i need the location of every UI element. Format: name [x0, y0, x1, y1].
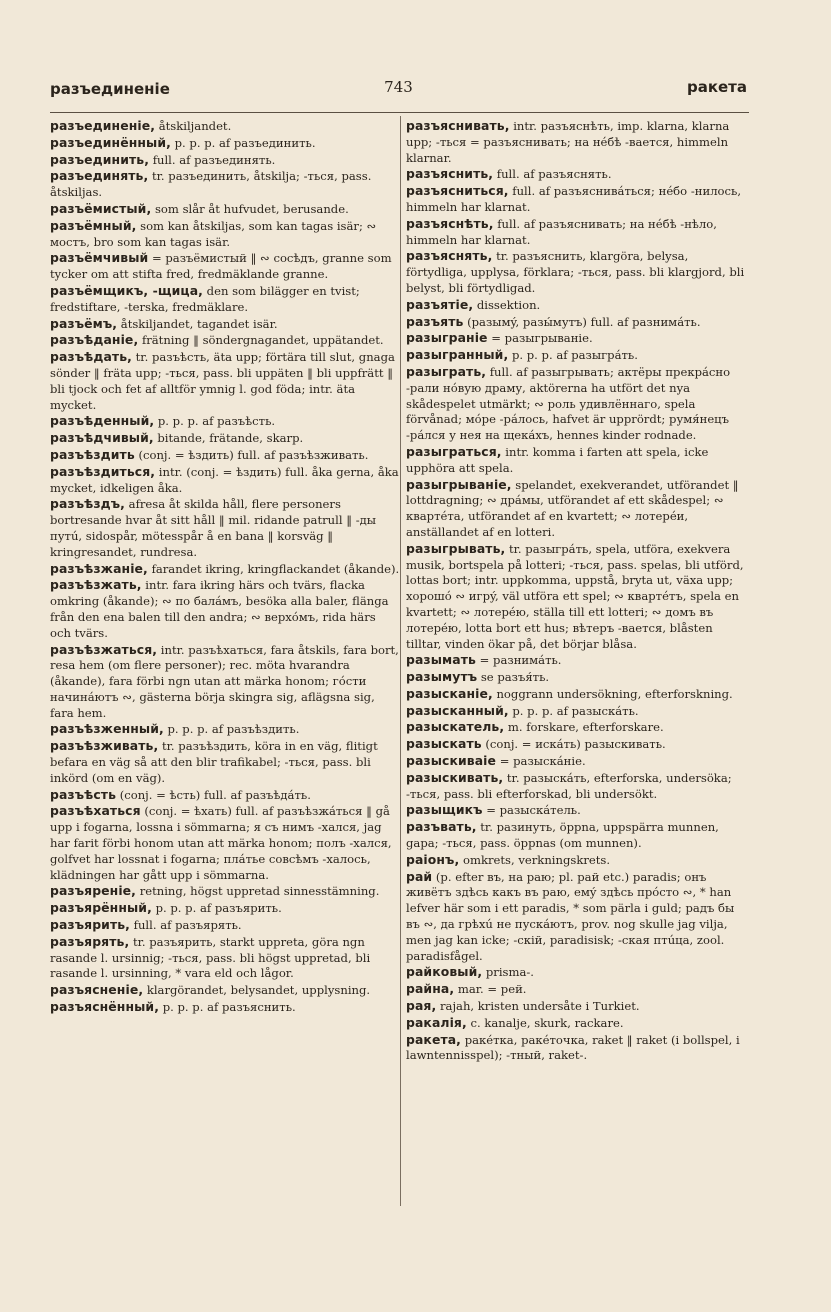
entry-definition: klargörandet, belysandet, upplysning. — [146, 983, 371, 998]
dictionary-entry — [50, 561, 400, 578]
entry-headword: разъять — [406, 313, 464, 329]
dictionary-entry — [50, 283, 400, 316]
dictionary-entry — [50, 250, 400, 283]
entry-definition: (p. efter въ, на раю; pl. рай etc.) paradis; онъ живётъ здѣсь какъ въ раю, емý здѣсь прóсто ∾, * han lefver här som i ett paradis, * som pärla i guld; радъ бы въ ∾, да грѣхú не пускáютъ, prov. nog skulle jag vilja, men jag kan icke; -скій, paradisisk; -ская птúца, zool. paradisfågel. — [406, 869, 735, 963]
dictionary-entry — [50, 934, 400, 982]
dictionary-entry — [406, 736, 750, 753]
dictionary-entry — [406, 964, 750, 981]
entry-definition: mar. = рей. — [457, 982, 527, 997]
dictionary-entry — [50, 642, 400, 722]
entry-definition: dissektion. — [476, 297, 541, 312]
entry-definition: som kan åtskiljas, som kan tagas isär; ∾ мостъ, bro som kan tagas isär. — [50, 218, 377, 249]
entry-headword: рай — [406, 868, 433, 884]
entry-definition: den som bilägger en tvist; fredstiftare, -terska, fredmäklare. — [50, 283, 360, 314]
entry-definition: tr. разъѣздить, köra in en väg, flitigt befara en väg så att den blir trafikabel; -ться, pass. bli inkörd (om en väg). — [50, 739, 378, 785]
entry-definition: farandet ikring, kringflackandet (åkande). — [151, 561, 400, 576]
entry-headword: разъяснять, — [406, 248, 493, 264]
dictionary-entry — [406, 347, 750, 364]
dictionary-entry — [406, 669, 750, 686]
entry-definition: = разыскáніе. — [499, 754, 586, 769]
entry-headword: ракалія, — [406, 1014, 467, 1030]
entry-definition: tr. разъяснить, klargöra, belysa, förtydliga, upplysa, förklara; -ться, pass. bli klargjord, bli belyst, bli förtydligad. — [406, 249, 745, 295]
entry-headword: райковый, — [406, 964, 483, 980]
header-rule — [50, 112, 749, 113]
dictionary-entry — [406, 719, 750, 736]
entry-headword: разъѣздить — [50, 446, 135, 462]
entry-definition: (conj. = ѣхать) full. af разъѣзжáться ‖ gå upp i fogarna, lossna i sömmarna; я съ нимъ -хался, jag har farit förbi honom utan att märka honom; полъ -хался, golfvet har lossnat i fogarna; плáтье совсѣмъ -халось, klädningen har gått upp i sömmarna. — [50, 804, 392, 882]
entry-definition: som slår åt hufvudet, berusande. — [154, 201, 349, 216]
entry-definition: omkrets, verkningskrets. — [462, 852, 611, 867]
entry-definition: åtskiljandet, tagandet isär. — [120, 316, 278, 331]
dictionary-entry — [406, 703, 750, 720]
dictionary-entry — [406, 753, 750, 770]
dictionary-entry — [50, 577, 400, 641]
entry-headword: разысканіе, — [406, 685, 493, 701]
dictionary-entry — [50, 152, 400, 169]
entry-definition: tr. разъѣсть, äta upp; förtära till slut, gnaga sönder ‖ fräta upp; -ться, pass. bli uppäten ‖ bli uppfrätt ‖ bli tjock och fet af alltför ymnig l. god föda; intr. äta mycket. — [50, 350, 395, 412]
entry-definition: afresa åt skilda håll, flere personers bortresande hvar åt sitt håll ‖ mil. ridande patrull ‖ -ды путú, sidospår, mötesspår å en bana ‖ korsväg ‖ kringresandet, rundresa. — [50, 497, 377, 559]
entry-definition: = разнимáть. — [479, 653, 562, 668]
entry-headword: разыскатель, — [406, 719, 505, 735]
dictionary-entry — [406, 852, 750, 869]
dictionary-entry — [50, 349, 400, 413]
entry-headword: разъѣздиться, — [50, 463, 156, 479]
dictionary-entry — [406, 330, 750, 347]
dictionary-entry — [50, 118, 400, 135]
entry-headword: разъяснѣть, — [406, 215, 494, 231]
entry-headword: разъятіе, — [406, 296, 474, 312]
entry-headword: разъяснить, — [406, 166, 494, 182]
entry-headword: разыщикъ — [406, 802, 483, 818]
entry-definition: intr. (conj. = ѣздить) full. åka gerna, åka mycket, idkeligen åka. — [50, 464, 399, 495]
entry-definition: tr. разыгрáть, spela, utföra, exekvera musik, bortspela på lotteri; -ться, pass. spelas, bli utförd, lottas bort; intr. uppkomma, uppstå, bryta ut, växa upp; хорошó ∾ игрý, väl utföra ett spel; ∾ квартéтъ, spela en kvartett; ∾ лотерéю, ställa till ett lotteri; ∾ домъ въ лотерéю, lotta bort ett hus; вѣтеръ -вается, blåsten tilltar, vinden ökar på, det börjar blåsa. — [406, 541, 744, 651]
entry-headword: разъярять, — [50, 933, 130, 949]
column-divider — [400, 116, 401, 1206]
entry-headword: разъѣзживать, — [50, 738, 159, 754]
dictionary-entry — [406, 364, 750, 444]
dictionary-entry — [406, 314, 750, 331]
entry-headword: разъединеніе, — [50, 118, 156, 133]
entry-definition: = разъёмистый ‖ ∾ сосѣдъ, granne som tycker om att stifta fred, fredmäklande granne. — [50, 251, 392, 282]
page-header — [50, 78, 747, 102]
entry-definition: p. p. p. af разъяснить. — [162, 1000, 296, 1015]
entry-definition: full. af разъяснивать; на нéбѣ -нѣло, himmeln har klarnat. — [406, 216, 717, 247]
entry-definition: c. kanalje, skurk, rackare. — [470, 1015, 624, 1030]
entry-headword: разъёмъ, — [50, 315, 118, 331]
entry-definition: (разымý, разы́мутъ) full. af разнимáть. — [467, 314, 701, 329]
entry-headword: разъяреніе, — [50, 883, 136, 899]
dictionary-entry — [50, 332, 400, 349]
dictionary-entry — [50, 900, 400, 917]
entry-headword: разъѣзжаніе, — [50, 560, 148, 576]
entry-definition: (conj. = ѣсть) full. af разъѣдáть. — [119, 787, 311, 802]
entry-definition: tr. разъединить, åtskilja; -ться, pass. åtskiljas. — [50, 169, 372, 200]
dictionary-entry — [50, 413, 400, 430]
dictionary-entry — [406, 770, 750, 803]
entry-headword: разъѣхаться — [50, 803, 141, 819]
entry-definition: noggrann undersökning, efterforskning. — [496, 686, 733, 701]
dictionary-entry — [406, 819, 750, 852]
entry-headword: разымутъ — [406, 669, 478, 685]
entry-definition: intr. разъяснѣть, imp. klarna, klarna upp; -ться = разъяснивать; на нéбѣ -вается, himmeln klarnar. — [406, 119, 730, 165]
entry-headword: разъясненіе, — [50, 982, 144, 998]
entry-definition: spelandet, exekverandet, utförandet ‖ lottdragning; ∾ дрáмы, utförandet af ett skådespel; ∾ квартéта, utförandet af en kvartett; ∾ лотерéи, anställandet af en lotteri. — [406, 477, 739, 539]
entry-headword: разымать — [406, 652, 476, 668]
entry-definition: intr. fara ikring härs och tvärs, flacka omkring (åkande); ∾ по балáмъ, besöka alla baler, flänga från den ena balen till den andra; ∾ верхóмъ, rida härs och tvärs. — [50, 578, 389, 640]
entry-headword: разъярённый, — [50, 900, 152, 916]
entry-definition: tr. разыскáть, efterforska, undersöka; -ться, pass. bli efterforskad, bli undersökt. — [406, 770, 732, 801]
entry-definition: tr. разъярить, starkt uppreta, göra ngn rasande l. ursinnig; -ться, pass. bli högst uppretad, bli rasande l. ursinning, * vara eld och lågor. — [50, 934, 371, 981]
entry-headword: разъѣзженный, — [50, 721, 164, 737]
entry-headword: разъѣданіе, — [50, 332, 139, 348]
entry-definition: full. af разъяснять. — [496, 167, 612, 182]
entry-headword: разъяснивать, — [406, 118, 510, 133]
dictionary-entry — [406, 981, 750, 998]
entry-definition: retning, högst uppretad sinnesstämning. — [139, 884, 380, 899]
entry-headword: разъѣсть — [50, 786, 117, 802]
entry-definition: p. p. p. af разыгрáть. — [511, 348, 638, 363]
entry-definition: p. p. p. af разъединить. — [174, 135, 316, 150]
dictionary-entry — [50, 135, 400, 152]
dictionary-entry — [406, 477, 750, 541]
entry-headword: разъёмщикъ, -щица, — [50, 282, 203, 298]
entry-definition: p. p. p. af разыскáть. — [512, 703, 639, 718]
entry-definition: intr. разъѣхаться, fara åtskils, fara bort, resa hem (om flere personer); rec. möta hvarandra (åkande), fara förbi ngn utan att märka honom; гóсти начинáютъ ∾, gästerna börja skingra sig, aflägsna sig, fara hem. — [50, 642, 399, 720]
entry-headword: разыскиваіе — [406, 753, 497, 769]
dictionary-entry — [50, 316, 400, 333]
page-number: 743 — [384, 78, 413, 96]
entry-headword: разъѣдать, — [50, 349, 132, 365]
entry-headword: разъёмистый, — [50, 200, 152, 216]
entry-headword: рая, — [406, 998, 437, 1014]
dictionary-entry — [50, 917, 400, 934]
entry-headword: раіонъ, — [406, 851, 460, 867]
entry-definition: prisma-. — [485, 965, 534, 980]
entry-definition: åtskiljandet. — [158, 119, 232, 133]
entry-definition: (conj. = искáть) разыскивать. — [485, 737, 666, 752]
entry-definition: full. af разыгрывать; актёры прекрáсно -рали нóвую драму, aktörerna ha utfört det nya skådespelet utmärkt; ∾ роль удивлённаго, spela förvånad; мóре -рáлось, hafvet är upprördt; румя́нецъ -рáлся у нея на щекáхъ, hennes kinder rodnade. — [406, 364, 731, 443]
entry-headword: разыскивать, — [406, 769, 504, 785]
dictionary-entry — [406, 541, 750, 653]
entry-definition: full. af разъяснивáться; нéбо -нилось, himmeln har klarnat. — [406, 184, 742, 214]
dictionary-entry — [406, 297, 750, 314]
entry-headword: разъединённый, — [50, 134, 171, 150]
entry-headword: разъярить, — [50, 917, 130, 933]
dictionary-entry — [406, 166, 750, 183]
entry-headword: разъёмчивый — [50, 250, 149, 266]
entry-headword: разъѣдчивый, — [50, 430, 154, 446]
left-column — [50, 118, 400, 1016]
dictionary-entry — [50, 464, 400, 497]
entry-headword: разъёмный, — [50, 217, 137, 233]
entry-headword: разъединить, — [50, 151, 149, 167]
entry-headword: разыгрываніе, — [406, 476, 512, 492]
entry-headword: разысканный, — [406, 702, 509, 718]
entry-definition: m. forskare, efterforskare. — [507, 720, 664, 735]
entry-definition: (conj. = ѣздить) full. af разъѣзживать. — [138, 447, 369, 462]
entry-definition: ракéтка, ракéточка, raket ‖ raket (i bollspel, i lawntennisspel); -тный, raket-. — [406, 1032, 740, 1063]
entry-definition: frätning ‖ söndergnagandet, uppätandet. — [141, 333, 384, 348]
entry-headword: разъѣденный, — [50, 413, 155, 429]
entry-definition: rajah, kristen undersåte i Turkiet. — [439, 999, 640, 1014]
dictionary-entry — [50, 168, 400, 201]
entry-headword: разыграніе — [406, 330, 488, 346]
dictionary-entry — [50, 721, 400, 738]
entry-definition: tr. разинуть, öppna, uppspärra munnen, gapa; -ться, pass. öppnas (om munnen). — [406, 820, 719, 851]
dictionary-entry — [406, 1032, 750, 1065]
entry-definition: p. p. p. af разъярить. — [155, 901, 282, 916]
dictionary-entry — [406, 248, 750, 296]
entry-headword: разъяснённый, — [50, 999, 160, 1015]
entry-definition: p. p. p. af разъѣсть. — [157, 414, 276, 429]
dictionary-entry — [50, 787, 400, 804]
dictionary-entry — [406, 686, 750, 703]
entry-headword: разъясниться, — [406, 183, 509, 199]
entry-definition: intr. komma i farten att spela, icke upphöra att spela. — [406, 444, 709, 475]
entry-definition: p. p. p. af разъѣздить. — [167, 722, 300, 737]
entry-headword: разыгранный, — [406, 347, 509, 363]
dictionary-entry — [50, 218, 400, 251]
dictionary-entry — [406, 183, 750, 216]
dictionary-entry — [406, 802, 750, 819]
dictionary-entry — [406, 998, 750, 1015]
right-column — [406, 118, 750, 1064]
entry-headword: разъединять, — [50, 168, 149, 184]
entry-definition: full. af разъярять. — [133, 918, 242, 933]
dictionary-entry — [50, 803, 400, 883]
entry-headword: разыграться, — [406, 443, 502, 459]
entry-headword: разыгрывать, — [406, 540, 506, 556]
dictionary-entry — [50, 982, 400, 999]
dictionary-entry — [406, 869, 750, 965]
dictionary-entry — [406, 216, 750, 249]
entry-definition: se разъя́ть. — [480, 670, 550, 685]
entry-headword: разыскать — [406, 736, 482, 752]
dictionary-entry — [50, 430, 400, 447]
dictionary-entry — [406, 652, 750, 669]
entry-definition: = разыскáтель. — [486, 803, 581, 818]
entry-headword: разъѣзжаться, — [50, 641, 158, 657]
dictionary-entry — [50, 496, 400, 560]
entry-headword: разъвать, — [406, 819, 477, 835]
dictionary-entry — [50, 201, 400, 218]
entry-headword: разыграть, — [406, 363, 487, 379]
dictionary-entry — [406, 444, 750, 477]
entry-headword: разъѣзжать, — [50, 577, 142, 593]
entry-definition: full. af разъединять. — [152, 152, 276, 167]
entry-definition: bitande, frätande, skarp. — [157, 431, 304, 446]
header-right-word: ракета — [686, 78, 747, 96]
dictionary-entry — [50, 738, 400, 786]
entry-headword: разъѣздъ, — [50, 496, 125, 512]
dictionary-entry — [50, 883, 400, 900]
dictionary-entry — [406, 118, 750, 166]
dictionary-entry — [406, 1015, 750, 1032]
entry-definition: = разыгрываніе. — [491, 331, 593, 346]
header-left-word: разъединеніе — [50, 80, 170, 98]
dictionary-entry — [50, 999, 400, 1016]
entry-headword: райна, — [406, 981, 455, 997]
entry-headword: ракета, — [406, 1031, 461, 1047]
dictionary-entry — [50, 447, 400, 464]
